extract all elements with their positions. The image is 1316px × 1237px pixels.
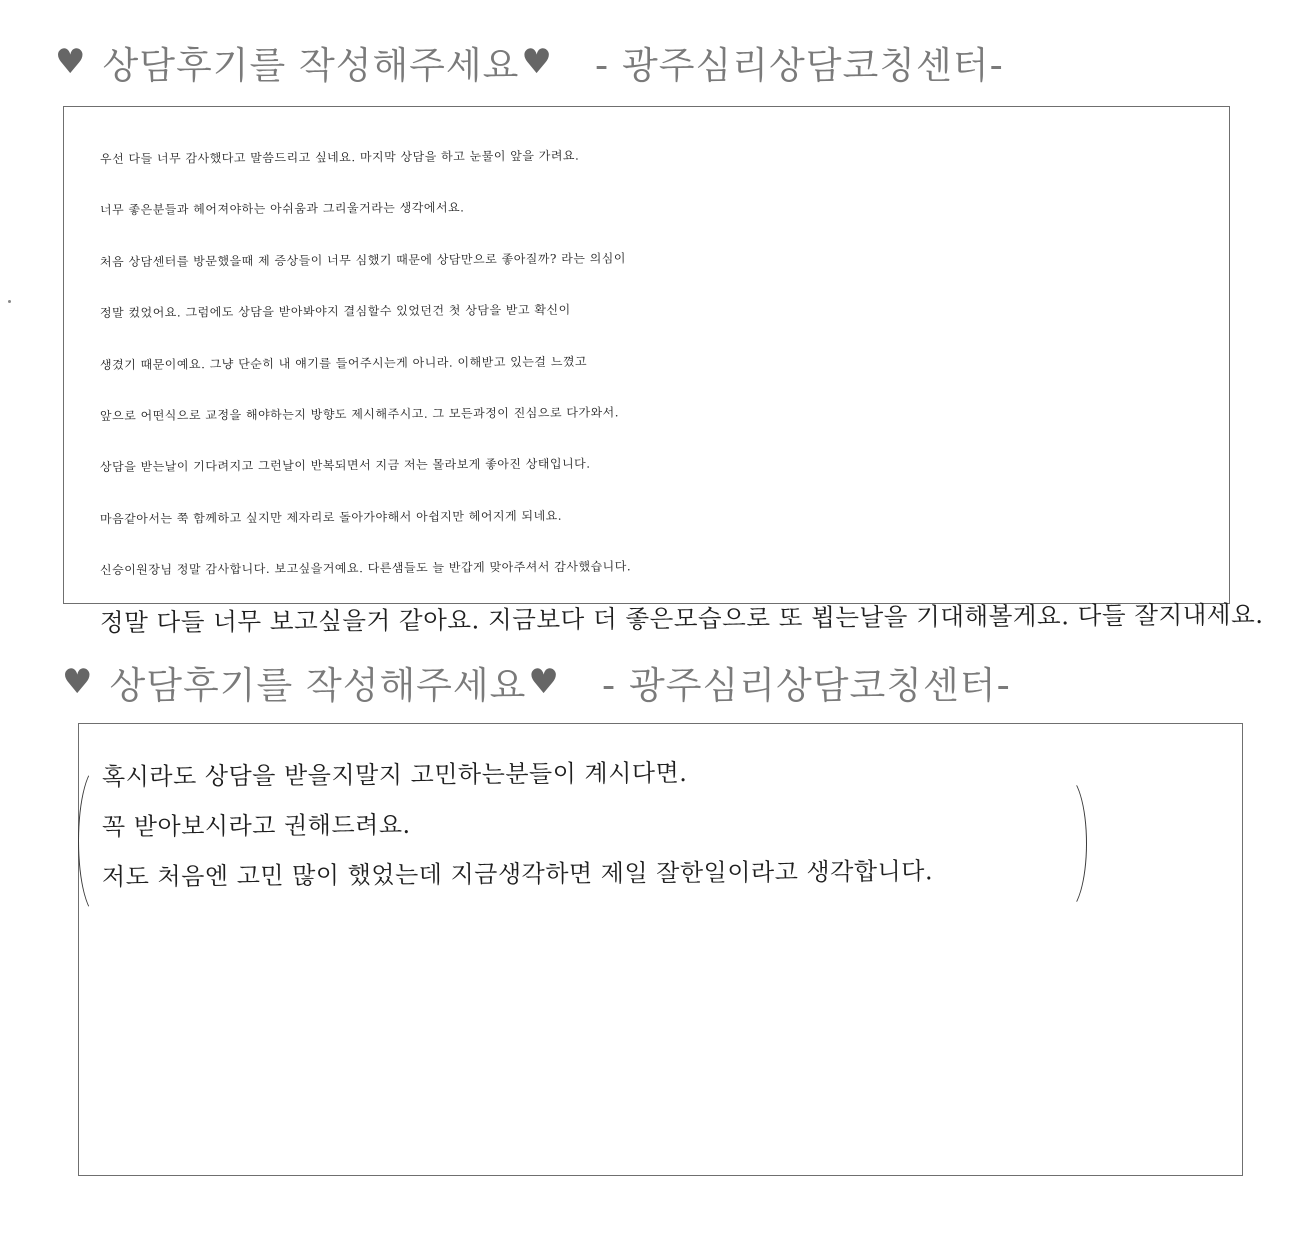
review-line: 앞으로 어떤식으로 교정을 해야하는지 방향도 제시해주시고. 그 모든과정이 진심으로 다가와서.: [99, 405, 620, 424]
center-name: - 광주심리상담코칭센터-: [601, 664, 1011, 707]
review-line: 꼭 받아보시라고 권해드려요.: [101, 810, 411, 841]
review-line: 저도 처음엔 고민 많이 했었는데 지금생각하면 제일 잘한일이라고 생각합니다.: [101, 857, 934, 891]
review-line: 정말 다들 너무 보고싶을거 같아요. 지금보다 더 좋은모습으로 또 뵙는날을 기대해볼게요. 다들 잘지내세요.: [99, 599, 1264, 637]
review-line: 혹시라도 상담을 받을지말지 고민하는분들이 계시다면.: [101, 758, 688, 791]
right-bracket-mark: [1045, 775, 1087, 912]
form-title: 상담후기를 작성해주세요: [109, 664, 527, 707]
handwritten-review: [102, 752, 933, 902]
review-form-header: [62, 657, 1011, 707]
form-title: 상담후기를 작성해주세요: [102, 44, 520, 87]
heart-icon: ♥: [62, 662, 94, 702]
review-line: 마음같아서는 쭉 함께하고 싶지만 제자리로 돌아가야해서 아쉽지만 헤어지게 되네요.: [99, 508, 563, 526]
heart-icon: ♥: [521, 42, 553, 82]
review-line: 너무 좋은분들과 헤어져야하는 아쉬움과 그리울거라는 생각에서요.: [99, 200, 465, 218]
review-line: 우선 다들 너무 감사했다고 말씀드리고 싶네요. 마지막 상담을 하고 눈물이 앞을 가려요.: [99, 148, 580, 166]
handwritten-review: [100, 134, 1264, 648]
scan-speck: [8, 300, 11, 303]
heart-icon: ♥: [55, 42, 87, 82]
heart-icon: ♥: [528, 662, 560, 702]
review-form-header: [55, 37, 1004, 87]
review-line: 생겼기 때문이예요. 그냥 단순히 내 얘기를 들어주시는게 아니라. 이해받고 있는걸 느꼈고: [99, 354, 588, 372]
review-line: 정말 컸었어요. 그럼에도 상담을 받아봐야지 결심할수 있었던건 첫 상담을 받고 확신이: [99, 302, 571, 321]
review-line: 신승이원장님 정말 감사합니다. 보고싶을거예요. 다른샘들도 늘 반갑게 맞아주셔서 감사했습니다.: [99, 559, 632, 578]
center-name: - 광주심리상담코칭센터-: [594, 44, 1004, 87]
review-line: 상담을 받는날이 기다려지고 그런날이 반복되면서 지금 저는 몰라보게 좋아진 상태입니다.: [99, 457, 591, 475]
review-line: 처음 상담센터를 방문했을때 제 증상들이 너무 심했기 때문에 상담만으로 좋아질까? 라는 의심이: [99, 251, 627, 269]
